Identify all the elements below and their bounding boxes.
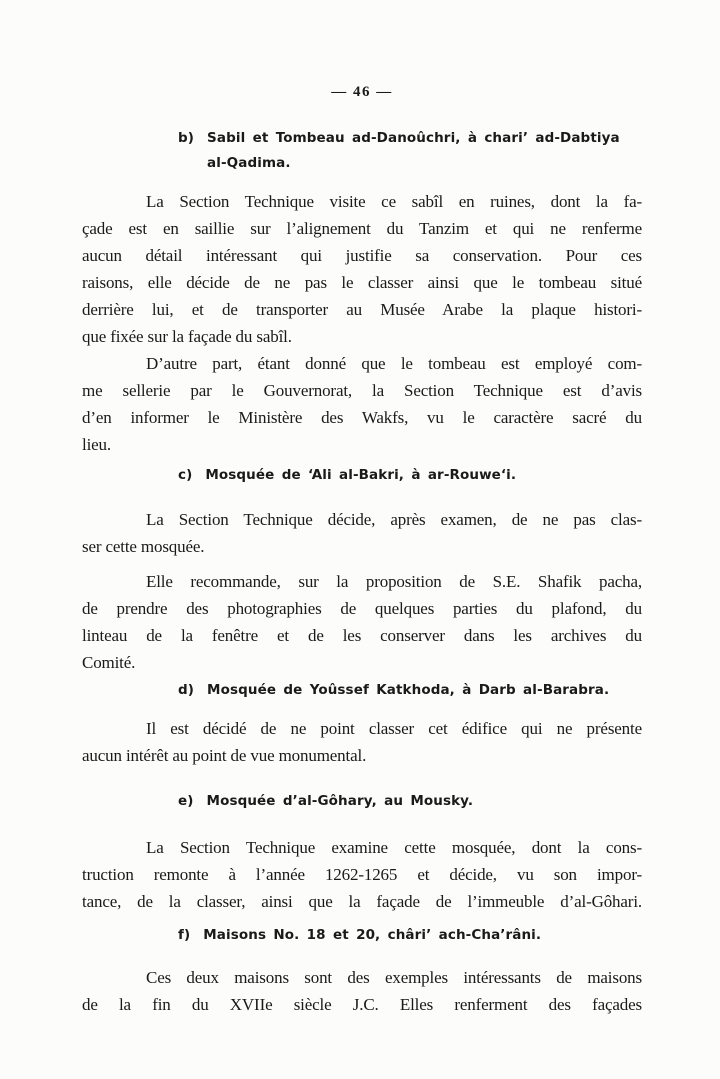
text-line: linteau de la fenêtre et de les conserver dans les archives du [82, 626, 642, 645]
text-line: aucun détail intéressant qui justifie sa conservation. Pour ces [82, 246, 642, 265]
text-line: lieu. [82, 435, 111, 454]
text-line: La Section Technique décide, après examen, de ne pas clas- [146, 510, 642, 529]
paragraph [82, 350, 642, 458]
text-line: que fixée sur la façade du sabîl. [82, 327, 292, 346]
paragraph [82, 568, 642, 676]
text-line: aucun intérêt au point de vue monumental. [82, 746, 367, 765]
paragraph [82, 188, 642, 350]
section-label: b) [178, 130, 195, 146]
text-line: ser cette mosquée. [82, 537, 205, 556]
text-line: çade est en saillie sur l’alignement du Tanzim et qui ne renferme [82, 219, 642, 238]
section-title: Mosquée d’al-Gôhary, au Mousky. [206, 793, 474, 809]
section-title: Maisons No. 18 et 20, châri’ ach-Cha’râni. [203, 927, 542, 943]
paragraph [82, 715, 642, 769]
text-line: de la fin du XVIIe siècle J.C. Elles renferment des façades [82, 995, 642, 1014]
text-line: derrière lui, et de transporter au Musée Arabe la plaque histori- [82, 300, 642, 319]
section-label: d) [178, 682, 195, 698]
text-line: me sellerie par le Gouvernorat, la Section Technique est d’avis [82, 381, 642, 400]
text-line: D’autre part, étant donné que le tombeau est employé com- [146, 354, 642, 373]
section-heading-e [82, 789, 642, 814]
section-heading-c [82, 463, 642, 488]
text-line: La Section Technique visite ce sabîl en ruines, dont la fa- [146, 192, 642, 211]
paragraph [82, 506, 642, 560]
text-line: Comité. [82, 653, 136, 672]
paragraph [82, 964, 642, 1018]
text-line: truction remonte à l’année 1262-1265 et décide, vu son impor- [82, 865, 642, 884]
text-line: La Section Technique examine cette mosquée, dont la cons- [146, 838, 642, 857]
section-label: f) [178, 927, 191, 943]
section-label: c) [178, 467, 193, 483]
text-line: d’en informer le Ministère des Wakfs, vu le caractère sacré du [82, 408, 642, 427]
section-heading-b [82, 126, 642, 176]
text-line: de prendre des photographies de quelques parties du plafond, du [82, 599, 642, 618]
paragraph [82, 834, 642, 915]
section-title: Mosquée de ‘Ali al-Bakri, à ar-Rouwe‘i. [205, 467, 517, 483]
text-line: Il est décidé de ne point classer cet édifice qui ne présente [146, 719, 642, 738]
text-line: raisons, elle décide de ne pas le classer ainsi que le tombeau situé [82, 273, 642, 292]
section-heading-d [82, 678, 642, 703]
text-line: tance, de la classer, ainsi que la façade de l’immeuble d’al-Gôhari. [82, 892, 642, 911]
page-number: — 46 — [331, 84, 393, 100]
section-heading-f [82, 923, 642, 948]
section-title: Sabil et Tombeau ad-Danoûchri, à chari’ ad-Dabtiya al-Qadima. [207, 130, 620, 171]
section-title: Mosquée de Yoûssef Katkhoda, à Darb al-Barabra. [207, 682, 610, 698]
section-label: e) [178, 793, 194, 809]
text-line: Ces deux maisons sont des exemples intéressants de maisons [146, 968, 642, 987]
text-line: Elle recommande, sur la proposition de S.E. Shafik pacha, [146, 572, 642, 591]
